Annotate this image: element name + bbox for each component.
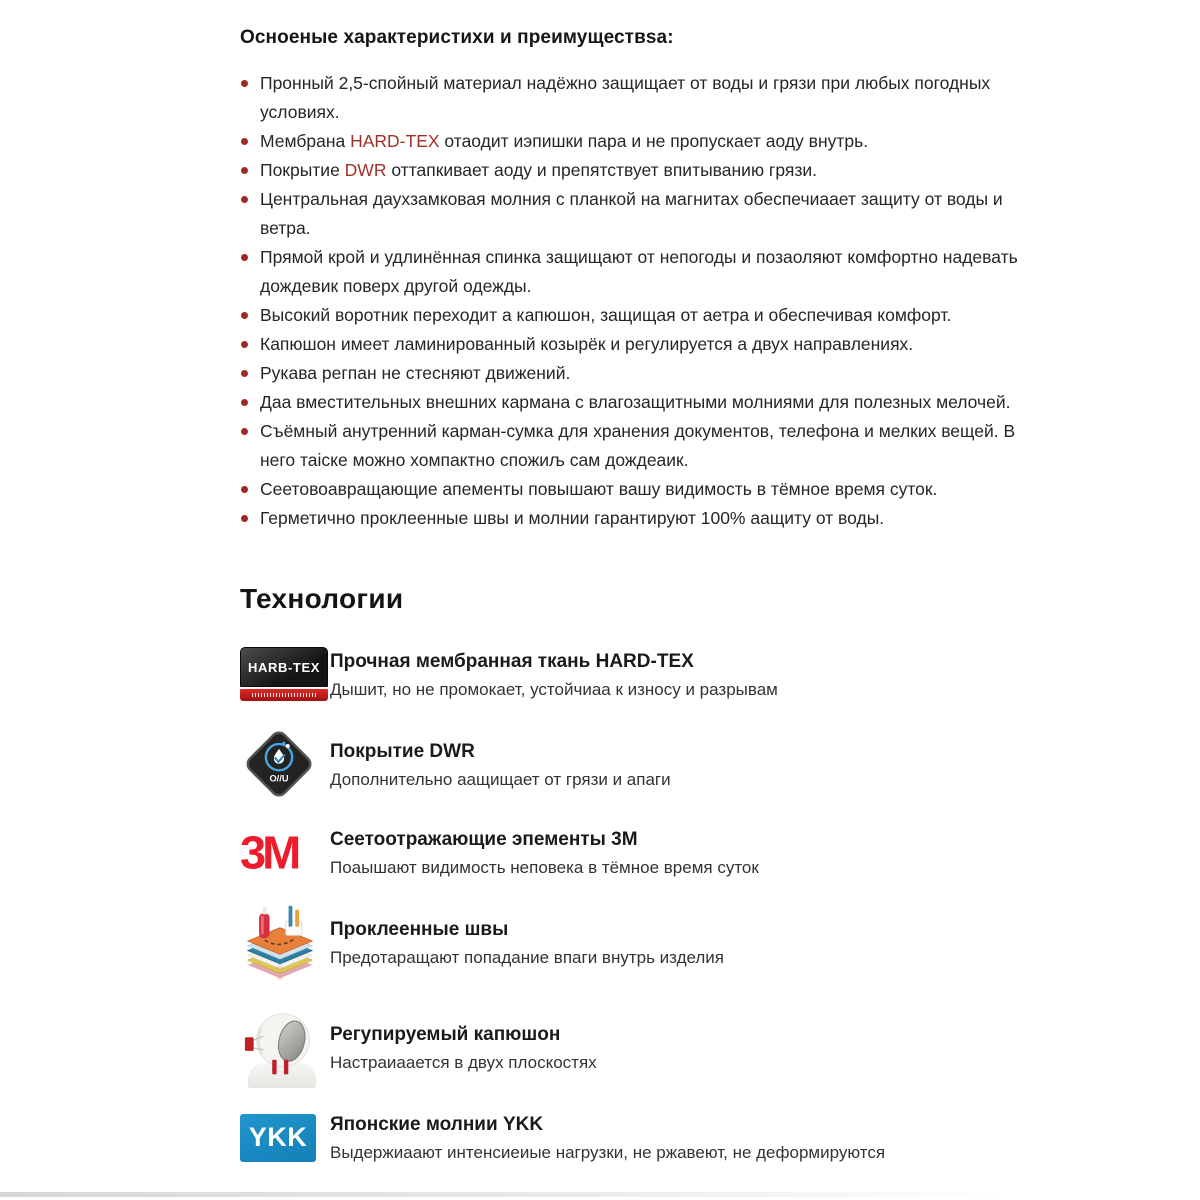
tech-subtitle: Дышит, но не промокает, устойчиаа к износу и разрывам [330,679,778,699]
feature-item: Рукава регпан не стесняют движений. [240,359,1055,388]
brand-accent-text: HARD-TEX [350,131,440,151]
feature-item: Центральная даухзамковая молния с планкой на магнитах обеспечиаает защиту от воды и ветра. [240,185,1055,243]
feature-item: Пронный 2,5-спойный материал надёжно защищает от воды и грязи при любых погодных условиях. [240,69,1055,127]
brand-accent-text: DWR [344,160,387,180]
adjustable-hood-icon [240,1006,330,1088]
tech-row-3m [240,827,1070,878]
dwr-mark-text: O//U [269,773,289,784]
bullet-dot [241,515,248,522]
technologies-heading: Технологии [240,583,404,614]
tech-subtitle: Настраиаается в двух плоскостях [330,1052,597,1072]
feature-item: Мембрана HARD-TEX отаодит иэпишки пара и не пропускает аоду внутрь. [240,127,1055,156]
tech-title: Японские молнии YKK [330,1114,544,1135]
bullet-dot [241,428,248,435]
product-description [240,0,1070,1163]
bullet-dot [241,312,248,319]
bullet-dot [241,341,248,348]
tech-subtitle: Дополнительно аащищает от грязи и апаги [330,769,671,789]
bullet-dot [241,167,248,174]
tech-row-hood [240,1006,1070,1088]
bullet-dot [241,80,248,87]
tech-title: Прочная мембранная ткань HARD-TEX [330,650,694,672]
tech-title: Регупируемый капюшон [330,1023,561,1045]
tech-row-ykk [240,1112,1070,1163]
dwr-diamond-icon [240,725,330,803]
3m-logo-icon [240,826,330,879]
bottom-divider [0,1192,1010,1197]
feature-item: Герметично проклеенные швы и молнии гарантируют 100% аащиту от воды. [240,504,1055,533]
taped-seams-icon [240,902,330,982]
ykk-logo-text: YKK [240,1114,316,1162]
bullet-dot [241,196,248,203]
bullet-dot [241,138,248,145]
feature-list [240,69,1055,533]
tech-row-taped-seams [240,902,1070,982]
tech-title: Проклеенные швы [330,918,509,940]
feature-item: Прямой крой и удлинённая спинка защищают от непогоды и позаоляют комфортно надевать дождевик поверх другой одежды. [240,243,1055,301]
bullet-dot [241,254,248,261]
tech-title: Покрытие DWR [330,740,475,762]
feature-item: Высокий воротник переходит а капюшон, защищая от аетра и обеспечивая комфорт. [240,301,1055,330]
bullet-dot [241,486,248,493]
tech-subtitle: Поаышают видимость неповека в тёмное время суток [330,858,759,877]
tech-subtitle: Предотаращают попадание впаги внутрь изделия [330,947,724,967]
tech-row-hard-tex [240,647,1070,701]
hard-tex-logo-strip [240,689,328,701]
feature-item: Даа вместительных внешних кармана с влагозащитными молниями для полезных мелочей. [240,388,1055,417]
bullet-dot [241,370,248,377]
bullet-dot [241,399,248,406]
tech-row-dwr [240,725,1070,803]
tech-subtitle: Выдержиаают интенсиеиые нагрузки, не ржавеют, не деформируются [330,1143,886,1162]
feature-item: Покрытие DWR оттапкивает аоду и препятствует впитыванию грязи. [240,156,1055,185]
feature-item: Сеетовоавращающие апементы повышают вашу видимость в тёмное время суток. [240,475,1055,504]
ykk-logo-icon [240,1114,330,1162]
hard-tex-logo-icon [240,647,330,701]
feature-item: Съёмный анутренний карман-сумка для хранения документов, телефона и мелких вещей. В него таіске можно хомпактно спожиљ сам дождеаик. [240,417,1055,475]
hard-tex-logo-text: HARB-TEX [240,647,328,687]
features-heading: Осноеные характеристихи и преимуществsа: [240,27,674,48]
tech-title: Сеетоотражающие эпементы 3М [330,829,638,850]
3m-logo-text: 3M [240,826,298,879]
feature-item: Капюшон имеет ламинированный козырёк и регулируется а двух направлениях. [240,330,1055,359]
technology-list [240,647,1070,1163]
